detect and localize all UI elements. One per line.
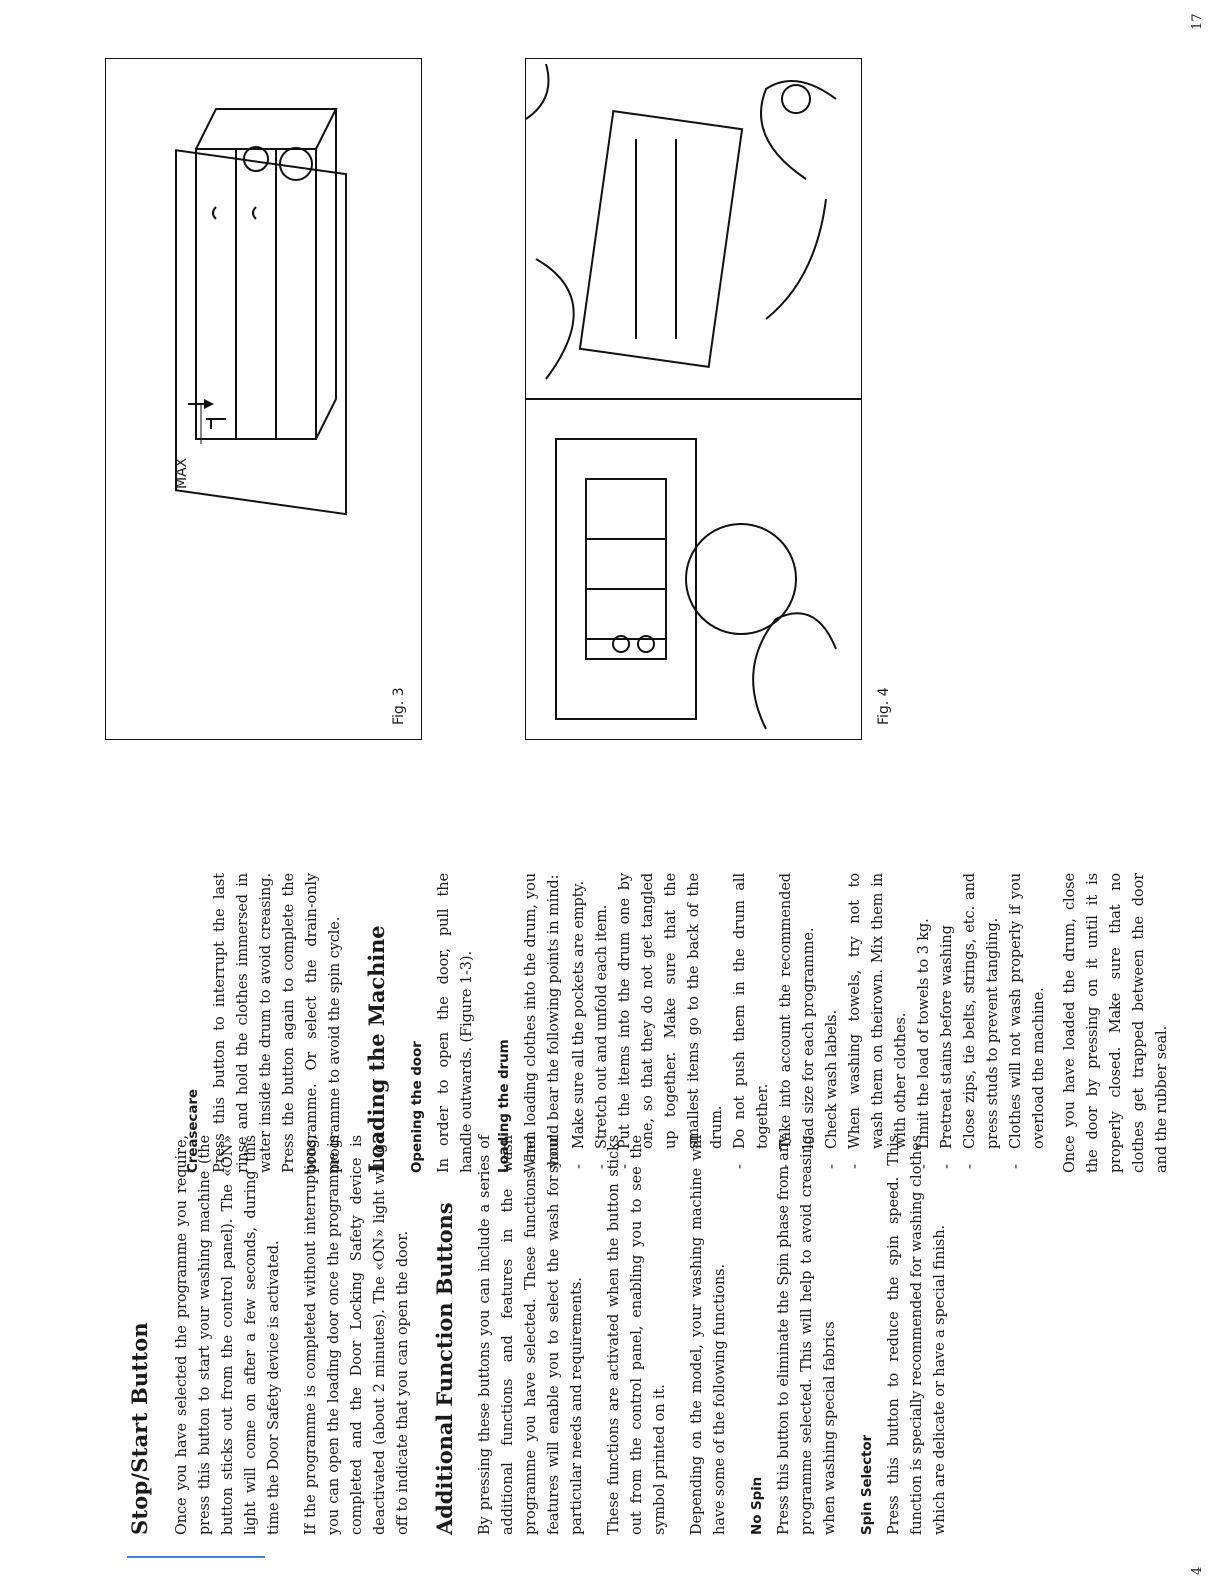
list-item: - Check wash labels. xyxy=(821,873,844,1173)
loading-checklist xyxy=(568,873,1051,1173)
paragraph: By pressing these buttons you can include a series of additional functions and features in the wash programme you have selected. These functions and features will enable you to select the wash for your particular needs and requirements. xyxy=(477,1135,585,1535)
heading-creasecare: Creasecare xyxy=(185,1089,201,1173)
heading-loading-drum: Loading the drum xyxy=(496,1039,512,1173)
page-number-right: 17 xyxy=(1190,13,1205,30)
list-item: - Clothes will not wash properly if you overload the machine. xyxy=(1005,873,1051,1173)
list-item: - Limit the load of towels to 3 kg. xyxy=(913,873,936,1173)
paragraph: Press this button to eliminate the Spin phase from any programme selected. This will help to avoid creasing when washing special fabrics xyxy=(776,1135,838,1535)
heading-stop-start: Stop/Start Button xyxy=(127,1322,152,1535)
list-item: - Pretreat stains before washing xyxy=(936,873,959,1173)
paragraph: These functions are activated when the button sticks out from the control panel, enabling you to see the symbol printed on it. xyxy=(606,1135,668,1535)
paragraph: If the programme is completed without interruptions, you can open the loading door once the programme is completed and the Door Locking Safety device is deactivated (about 2 minutes). The «ON» light will go off to indicate that you can open the door. xyxy=(303,1135,411,1535)
max-label: MAX xyxy=(174,457,190,489)
detergent-drawer-illustration xyxy=(106,59,421,739)
drawer-removal-illustration xyxy=(526,59,861,739)
figure-4-label: Fig. 4 xyxy=(876,687,892,725)
list-item: - Close zips, tie belts, strings, etc. and press studs to prevent tangling. xyxy=(959,873,1005,1173)
paragraph: Once you have loaded the drum, close the door by pressing on it until it is properly closed. Make sure that no clothes get trapped between the door and the rubber seal. xyxy=(1062,873,1170,1173)
heading-loading-machine: Loading the Machine xyxy=(364,925,389,1173)
list-item: - Make sure all the pockets are empty. xyxy=(568,873,591,1173)
paragraph: Press this button to reduce the spin speed. This function is specially recommended for washing clothes which are delicate or have a special finish. xyxy=(886,1135,948,1535)
list-item: - Do not push them in the drum all together. xyxy=(729,873,775,1173)
list-item: - Put the items into the drum one by one, so that they do not get tangled up together. Make sure that the smallest items go to the back of the drum. xyxy=(614,873,729,1173)
figure-3-label: Fig. 3 xyxy=(391,687,407,725)
paragraph: Once you have selected the programme you require, press this button to start your washing machine (the button sticks out from the control panel). The «ON» light will come on after a few seconds, during this time the Door Safety device is activated. xyxy=(174,1135,282,1535)
paragraph: When loading clothes into the drum, you should bear the following points in mind: xyxy=(523,873,562,1173)
paragraph: In order to open the door, pull the handle outwards. (Figure 1-3). xyxy=(436,873,475,1173)
paragraph: Press this button to interrupt the last rinse and hold the clothes immersed in water inside the drum to avoid creasing. Press the button again to complete the programme. Or select the drain-only programme to avoid the spin cycle. xyxy=(212,873,343,1173)
page-number-left: 4 xyxy=(1190,1566,1205,1575)
text-column-left xyxy=(128,1135,966,1535)
paragraph: Depending on the model, your washing machine will have some of the following functions. xyxy=(689,1135,728,1535)
text-column-2-body xyxy=(182,873,1188,1173)
figure-4-frame xyxy=(525,58,892,740)
heading-additional-functions: Additional Function Buttons xyxy=(432,1202,457,1535)
heading-spin-selector: Spin Selector xyxy=(859,1434,875,1535)
heading-opening-door: Opening the door xyxy=(409,1041,425,1173)
selection-bar xyxy=(127,1556,265,1558)
list-item: - Take into account the recommended load size for each programme. xyxy=(775,873,821,1173)
figure-3-frame xyxy=(105,58,422,740)
list-item: - Stretch out and unfold each item. xyxy=(591,873,614,1173)
heading-no-spin: No Spin xyxy=(749,1476,765,1535)
list-item: - When washing towels, try not to wash them on theirown. Mix them in with other clothes. xyxy=(844,873,913,1173)
